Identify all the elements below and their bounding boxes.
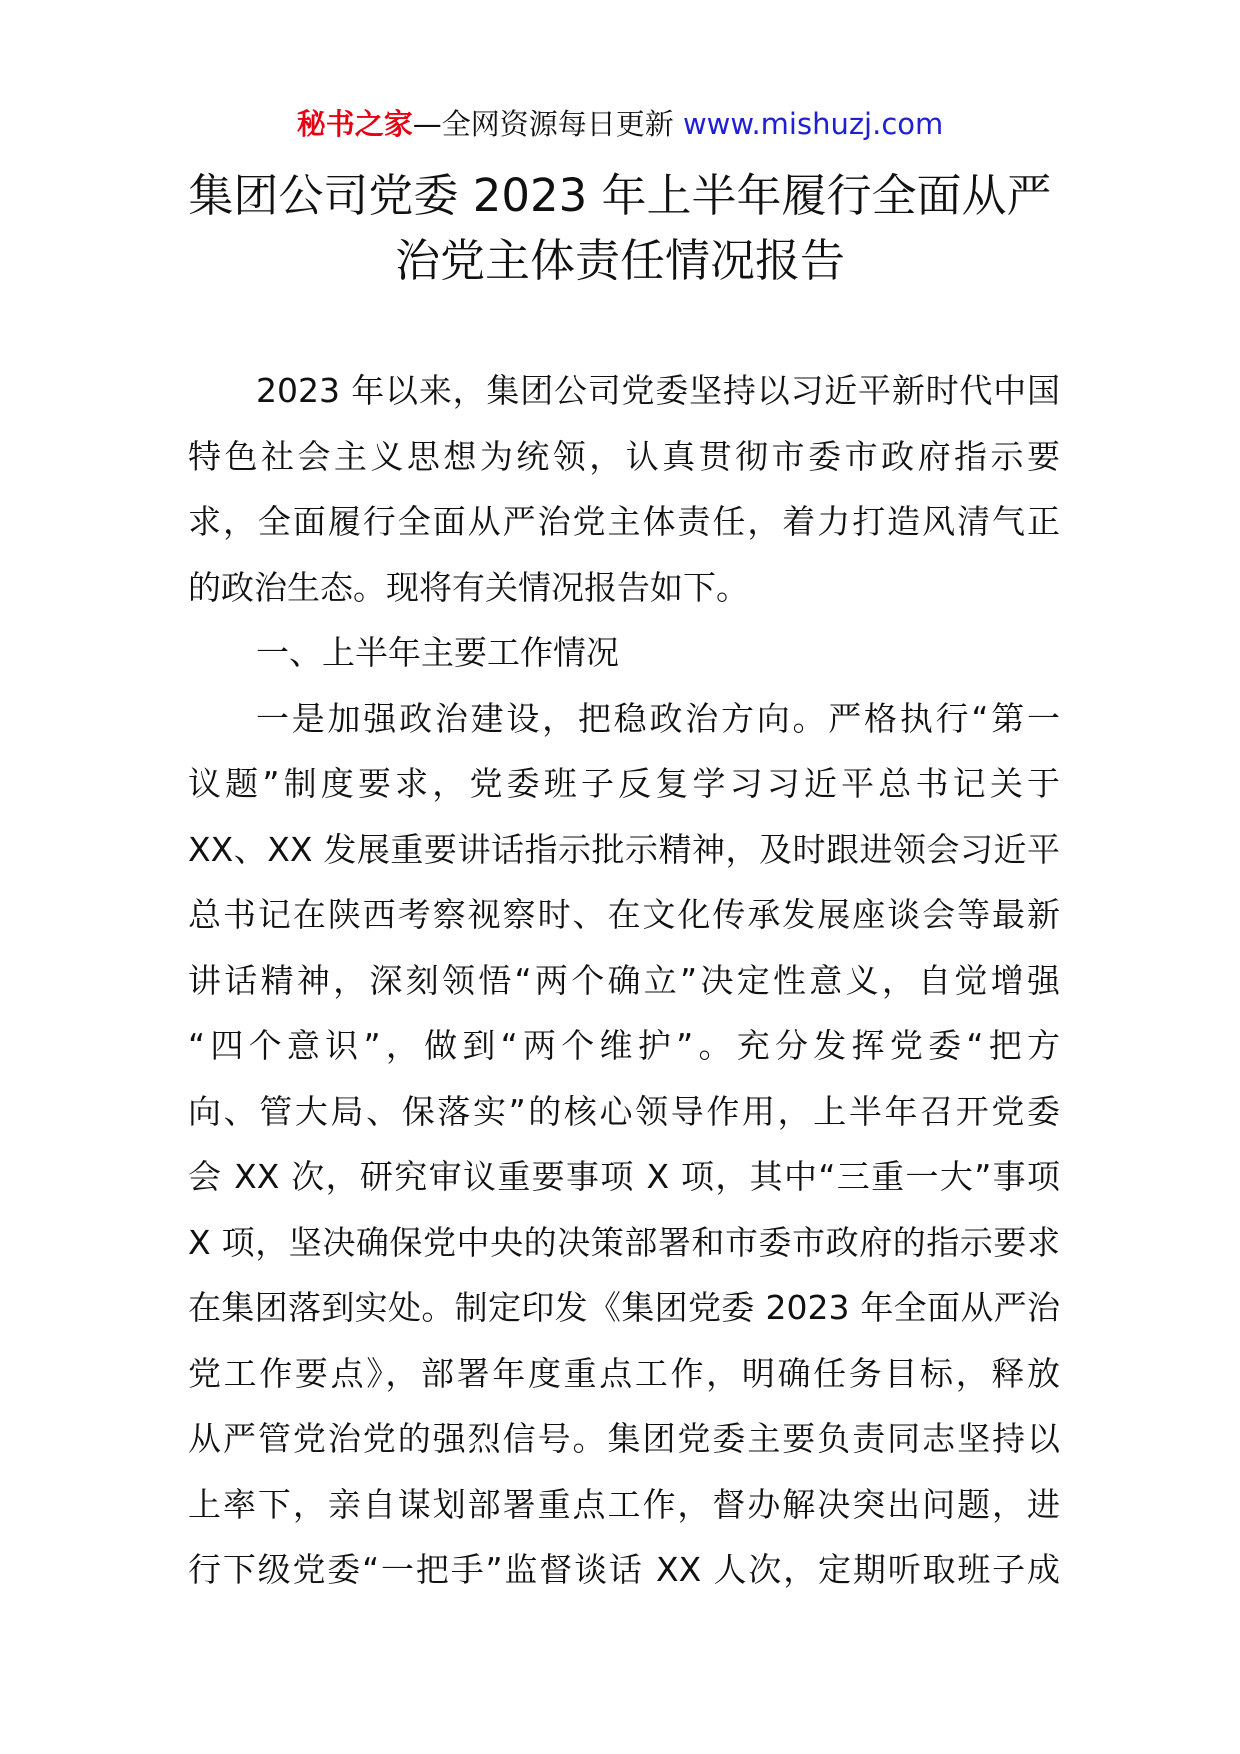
paragraph-line: 求，全面履行全面从严治党主体责任，着力打造风清气正 [188,502,1060,541]
paragraph-line: 2023 年以来，集团公司党委坚持以习近平新时代中国 [256,371,1060,410]
site-banner [0,100,1240,148]
paragraph-line: 总书记在陕西考察视察时、在文化传承发展座谈会等最新 [188,895,1060,934]
paragraph-line: 特色社会主义思想为统领，认真贯彻市委市政府指示要 [188,436,1060,476]
section-heading: 一、上半年主要工作情况 [256,633,619,672]
paragraph-line: XX、XX 发展重要讲话指示批示精神，及时跟进领会习近平 [188,829,1060,869]
paragraph-line: 上率下，亲自谋划部署重点工作，督办解决突出问题，进 [188,1484,1060,1524]
paragraph-line: X 项，坚决确保党中央的决策部署和市委市政府的指示要求 [188,1222,1060,1262]
paragraph-line: 从严管党治党的强烈信号。集团党委主要负责同志坚持以 [188,1419,1060,1458]
paragraph-line: 在集团落到实处。制定印发《集团党委 2023 年全面从严治 [188,1288,1060,1327]
banner-tagline: —全网资源每日更新 [412,107,674,141]
paragraph-line: 议题”制度要求，党委班子反复学习习近平总书记关于 [188,764,1060,803]
paragraph-line: “四个意识”，做到“两个维护”。充分发挥党委“把方 [188,1026,1060,1065]
brand-name: 秘书之家 [296,107,413,141]
title-line: 治党主体责任情况报告 [394,234,845,287]
document-body [188,358,1060,1603]
paragraph-line: 讲话精神，深刻领悟“两个确立”决定性意义，自觉增强 [188,960,1060,1000]
paragraph-line: 会 XX 次，研究审议重要事项 X 项，其中“三重一大”事项 [188,1157,1060,1196]
site-url-link[interactable]: www.mishuzj.com [682,107,944,141]
paragraph-line: 向、管大局、保落实”的核心领导作用，上半年召开党委 [188,1091,1060,1131]
document-title [0,163,1240,293]
paragraph-line: 一是加强政治建设，把稳政治方向。严格执行“第一 [256,698,1060,738]
paragraph-line: 行下级党委“一把手”监督谈话 XX 人次，定期听取班子成 [188,1550,1060,1589]
paragraph-line: 的政治生态。现将有关情况报告如下。 [188,567,749,607]
title-line: 集团公司党委 2023 年上半年履行全面从严 [188,169,1052,222]
paragraph-line: 党工作要点》，部署年度重点工作，明确任务目标，释放 [188,1353,1060,1393]
